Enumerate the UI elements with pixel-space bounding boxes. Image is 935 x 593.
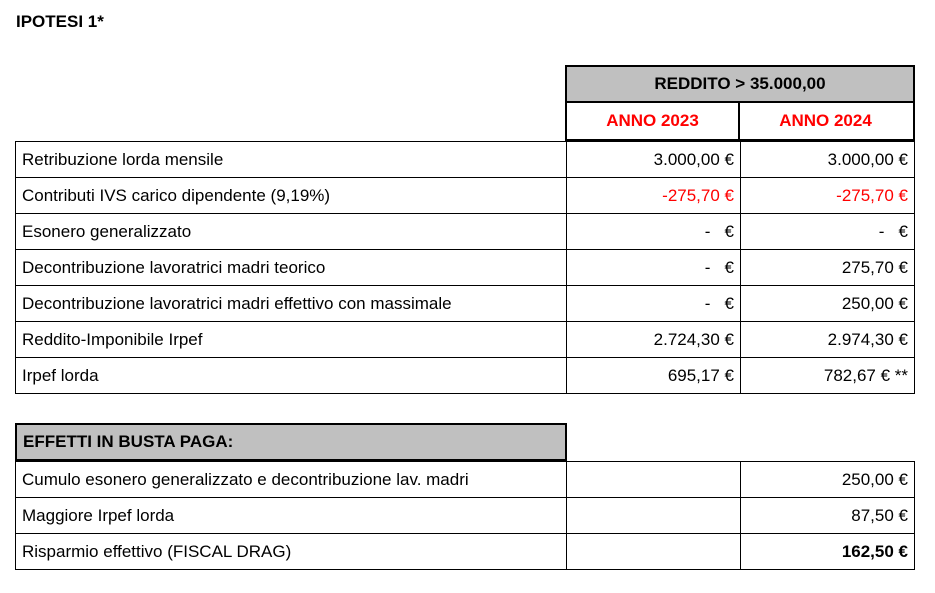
value-2023: 695,17 € — [567, 358, 741, 394]
table-row — [16, 534, 915, 570]
page-title: IPOTESI 1* — [16, 12, 104, 31]
value-2024: 275,70 € — [741, 250, 915, 286]
table-row — [16, 322, 915, 358]
table-row — [16, 178, 915, 214]
table-row — [16, 250, 915, 286]
row-label: Risparmio effettivo (FISCAL DRAG) — [16, 534, 567, 570]
value-2023: - € — [567, 286, 741, 322]
value-2023 — [567, 462, 741, 498]
table-row — [16, 286, 915, 322]
row-label: Irpef lorda — [16, 358, 567, 394]
value-2023: -275,70 € — [567, 178, 741, 214]
year-2024-header: ANNO 2024 — [738, 103, 915, 141]
row-label: Reddito-Imponibile Irpef — [16, 322, 567, 358]
table-row — [16, 462, 915, 498]
row-label: Cumulo esonero generalizzato e decontribuzione lav. madri — [16, 462, 567, 498]
value-2024: 87,50 € — [741, 498, 915, 534]
row-label: Esonero generalizzato — [16, 214, 567, 250]
value-2023: - € — [567, 214, 741, 250]
value-2023 — [567, 498, 741, 534]
row-label: Retribuzione lorda mensile — [16, 142, 567, 178]
row-label: Decontribuzione lavoratrici madri teorico — [16, 250, 567, 286]
value-2024: 250,00 € — [741, 462, 915, 498]
year-2023-header: ANNO 2023 — [565, 103, 740, 141]
value-2023: 2.724,30 € — [567, 322, 741, 358]
value-2024: - € — [741, 214, 915, 250]
value-2023: - € — [567, 250, 741, 286]
reddito-header: REDDITO > 35.000,00 — [565, 65, 915, 103]
row-label: Contributi IVS carico dipendente (9,19%) — [16, 178, 567, 214]
value-2023 — [567, 534, 741, 570]
table-row — [16, 498, 915, 534]
main-table — [15, 141, 915, 394]
effetti-header: EFFETTI IN BUSTA PAGA: — [15, 423, 567, 461]
table-row — [16, 358, 915, 394]
value-2023: 3.000,00 € — [567, 142, 741, 178]
table-row — [16, 214, 915, 250]
value-2024: 2.974,30 € — [741, 322, 915, 358]
table-row — [16, 142, 915, 178]
effetti-table — [15, 461, 915, 570]
value-2024: -275,70 € — [741, 178, 915, 214]
value-2024: 250,00 € — [741, 286, 915, 322]
value-2024: 3.000,00 € — [741, 142, 915, 178]
value-2024: 782,67 € ** — [741, 358, 915, 394]
row-label: Maggiore Irpef lorda — [16, 498, 567, 534]
value-2024: 162,50 € — [741, 534, 915, 570]
row-label: Decontribuzione lavoratrici madri effettivo con massimale — [16, 286, 567, 322]
